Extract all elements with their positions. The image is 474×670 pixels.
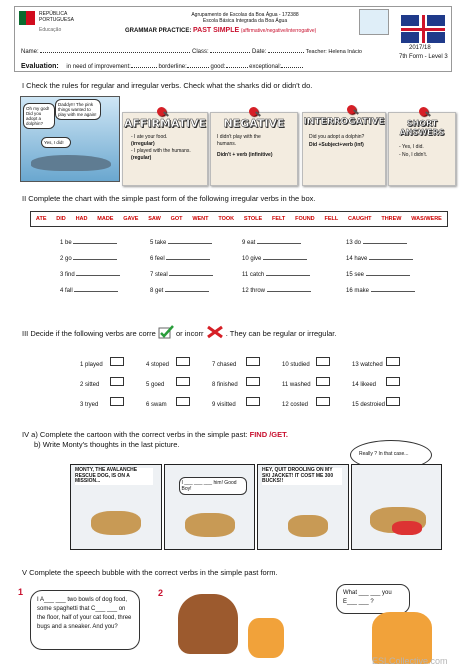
verb-box-item: FELL [324,216,339,222]
check-box[interactable] [110,377,124,386]
date-field[interactable] [268,52,304,53]
note-heading: SHORT ANSWERS [399,119,445,137]
note-heading: NEGATIVE [223,117,285,130]
check-box[interactable] [316,357,330,366]
correct-incorrect-grid [80,352,440,412]
check-box[interactable] [386,377,400,386]
answer-line[interactable] [266,275,310,276]
note-interrogative [302,112,386,186]
verb-box-item: SAW [148,216,161,222]
chart-verb: 8 get [150,288,164,294]
title-red: PAST SIMPLE [193,27,240,34]
chart-verb: 6 feel [150,256,165,262]
check-box[interactable] [110,357,124,366]
thought-text: Really ? In that case... [359,451,409,457]
note-line: - I ate your food. [131,134,168,140]
speech-text-right: What ___ ___ you E___ ___ ? [343,590,392,605]
note-line: - No, I didn't. [399,152,428,158]
cross-icon [206,325,224,339]
note-line: Didn't + verb (infinitive) [217,152,273,158]
section3-title [22,322,452,338]
name-row [21,49,391,55]
check-box[interactable] [316,377,330,386]
check-verb: 2 sitted [80,381,100,388]
chart-verb: 13 do [346,240,362,246]
note-short-answers [388,112,456,186]
verb-box-item: WENT [192,216,209,222]
chart-verb: 10 give [242,256,262,262]
check-verb: 8 finished [212,381,238,388]
pin-icon [157,107,166,116]
check-verb: 11 washed [282,381,311,388]
check-box[interactable] [246,377,260,386]
checkmark-icon [158,325,174,339]
answer-line[interactable] [257,243,301,244]
cartoon-panel-3 [257,464,349,550]
pin-icon [419,107,428,116]
answer-line[interactable] [263,259,307,260]
section3-title-b: or incorr [176,329,204,338]
answer-line[interactable] [366,275,410,276]
verb-box-item: DID [56,216,66,222]
evaluation-label: Evaluation: [21,63,59,70]
verb-box-item: GOT [170,216,183,222]
verb-box-item: ATE [35,216,47,222]
chart-verb: 1 be [60,240,72,246]
dog-and-cat-drawing [170,590,290,662]
note-line: Did +Subject+verb (inf) [309,142,364,148]
shark-drawing [31,155,111,171]
note-line: - Yes, I did. [399,144,424,150]
school-line1: Agrupamento de Escolas da Boa Água - 172388 [191,12,299,18]
verb-box-item: GAVE [123,216,139,222]
chart-verb: 12 throw [242,288,266,294]
pin-icon [347,105,356,114]
shark-bubble-2: Daddy!!! The pink things wanted to play with me again! [55,99,101,120]
check-verb: 3 tryed [80,401,99,408]
note-line: Did you adopt a dolphin? [309,134,365,140]
answer-line[interactable] [169,275,213,276]
verb-box-item: CAUGHT [348,216,372,222]
verb-box-item: WAS/WERE [411,216,442,222]
verb-box-item: FOUND [295,216,315,222]
check-box[interactable] [386,397,400,406]
cartoon-panel-4 [351,464,443,550]
eval-field-1[interactable] [131,67,157,68]
shark-comic-image [20,96,120,182]
check-verb: 12 costed [282,401,309,408]
chart-verb: 14 have [346,256,368,262]
school-line2: Escola Básica Integrada da Boa Água [202,18,288,24]
eval-field-2[interactable] [187,67,209,68]
check-verb: 7 chased [212,361,237,368]
speech-bubble-right [336,584,410,614]
check-verb: 1 played [80,361,103,368]
eval-field-3[interactable] [226,67,248,68]
check-verb: 14 likeed [352,381,377,388]
number-2: 2 [158,588,164,598]
note-line: I didn't play with the [217,134,261,140]
answer-line[interactable] [168,243,212,244]
check-verb: 13 watched [352,361,383,368]
check-verb: 10 studied [282,361,310,368]
chart-verb: 4 fall [60,288,73,294]
check-verb: 4 stoped [146,361,170,368]
logo-text: REPÚBLICA PORTUGUESA [39,11,74,23]
title-black: GRAMMAR PRACTICE: [125,28,192,34]
answer-line[interactable] [166,259,210,260]
note-line: humans. [217,141,237,147]
chart-verb: 2 go [60,256,72,262]
shark-bubble-3: Yes, I did! [41,137,71,148]
class-label: Class: [192,49,209,55]
eval-option-4: exceptional: [249,64,282,70]
section3-title-a: III Decide if the following verbs are corre [22,329,156,338]
answer-line[interactable] [73,243,117,244]
speech-bubble-left [30,590,140,650]
check-box[interactable] [176,377,190,386]
cartoon-panel-2 [164,464,256,550]
cartoon-panel-1 [70,464,162,550]
panel2-bubble: I ___ ___ ___ him! Good Boy! [179,477,247,495]
chart-verb: 11 catch [242,272,265,278]
check-box[interactable] [176,357,190,366]
class-field[interactable] [210,52,250,53]
section4-title-b: b) Write Monty's thoughts in the last picture. [34,440,180,449]
check-verb: 15 destroied [352,401,386,408]
dog-drawing [185,513,235,537]
title-paren: (affirmative/negative/interrogative) [240,28,317,34]
chart-verb: 15 see [346,272,365,278]
section4-title-a: IV a) Complete the cartoon with the correct verbs in the simple past: [22,430,248,439]
check-box[interactable] [246,397,260,406]
panel1-caption: MONTY, THE AVALANCHE RESCUE DOG, IS ON A MISSION... [75,468,153,485]
panel3-bubble: HEY, QUIT DROOLING ON MY SKI JACKET! IT COST ME 300 BUCKS!! [262,468,342,485]
note-affirmative [122,112,208,186]
check-box[interactable] [316,397,330,406]
check-verb: 5 goed [146,381,165,388]
school-year: 2017/18 [409,45,431,51]
shark-logo-image [359,9,389,35]
cartoon-strip [70,464,442,550]
dog-drawing [91,511,141,535]
chart-verb: 9 eat [242,240,256,246]
answer-line[interactable] [369,259,413,260]
form-level: 7th Form - Level 3 [399,54,448,60]
check-box[interactable] [246,357,260,366]
chart-verb: 16 make [346,288,370,294]
check-box[interactable] [110,397,124,406]
section5-title: V Complete the speech bubble with the correct verbs in the simple past form. [22,568,278,577]
teacher-name: Teacher: Helena Inácio [305,49,362,55]
chart-verb: 3 find [60,272,75,278]
verb-box [30,211,448,227]
note-heading: INTERROGATIVE [303,117,385,127]
watermark: ESLCollective.com [372,656,448,666]
pin-icon [249,107,258,116]
uk-flag-image [401,15,445,43]
eval-option-2: borderline: [158,64,187,70]
chart-verb: 7 steal [150,272,168,278]
section1-title: I Check the rules for regular and irregular verbs. Check what the sharks did or didn't do. [22,81,313,90]
chart-grid [60,234,440,294]
name-field[interactable] [40,52,190,53]
verb-box-item: STOLE [243,216,263,222]
answer-line[interactable] [371,291,415,292]
section3-title-c: . They can be regular or irregular. [225,329,337,338]
check-verb: 6 swam [146,401,167,408]
dog-drawing [288,515,328,537]
date-label: Date: [252,49,267,55]
shark-bubble-1: Oh my god! Did you adopt a dolphin? [23,103,55,129]
answer-line[interactable] [74,291,118,292]
verb-box-item: THREW [381,216,402,222]
check-verb: 9 visitted [212,401,236,408]
name-label: Name: [21,49,39,55]
answer-line[interactable] [267,291,311,292]
verb-box-item: TOOK [218,216,235,222]
answer-line[interactable] [165,291,209,292]
check-box[interactable] [386,357,400,366]
answer-line[interactable] [363,243,407,244]
section2-title: II Complete the chart with the simple past form of the following irregular verbs in the box. [22,194,316,203]
header [14,6,452,72]
chart-verb: 5 take [150,240,167,246]
verb-box-item: HAD [75,216,88,222]
check-box[interactable] [176,397,190,406]
note-line: (regular) [131,155,152,161]
republica-logo [19,11,73,35]
verb-box-item: FELT [271,216,286,222]
note-negative [210,112,298,186]
rescuer-drawing [392,521,422,535]
note-line: - I played with the humans. [131,148,191,154]
speech-text-left: I A___ ___ two bowls of dog food, some spaghetti that C___ ___ on the floor, half of your cat food, three bugs and a sneaker. And you? [37,597,132,630]
eval-field-4[interactable] [281,67,303,68]
note-heading: AFFIRMATIVE [123,117,207,130]
section4-title-red: FIND /GET. [249,430,288,439]
eval-option-3: good: [210,64,226,70]
logo-sub: Educação [39,27,62,33]
number-1: 1 [18,587,24,597]
eval-option-1: in need of improvement: [66,64,131,70]
answer-line[interactable] [73,259,117,260]
answer-line[interactable] [76,275,120,276]
verb-box-item: MADE [97,216,114,222]
section4-title [22,430,342,450]
note-line: (irregular) [131,141,155,147]
evaluation-row [21,63,391,70]
worksheet-title [125,27,365,34]
